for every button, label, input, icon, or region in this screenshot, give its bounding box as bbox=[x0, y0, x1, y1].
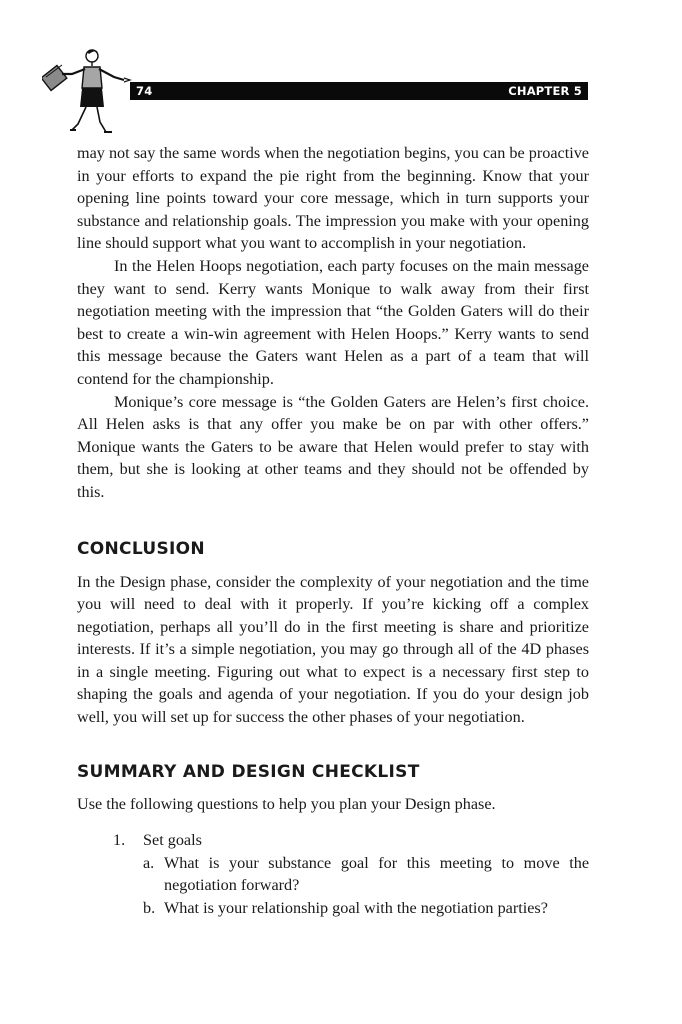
conclusion-paragraph: In the Design phase, consider the complexity of your negotiation and the time you will need to deal with it properly. If you’re kicking off a complex negotiation, perhaps all you’ll do in the first meeting is share and prioritize interests. If it’s a simple negotiation, you may go through all of the 4D phases in a single meeting. Figuring out what to expect is a necessary first step to shaping the goals and agenda of your negotiation. If you do your design job well, you will set up for success the other phases of your negotiation. bbox=[77, 572, 589, 727]
page-body bbox=[77, 142, 589, 920]
summary-intro: Use the following questions to help you plan your Design phase. bbox=[77, 794, 496, 813]
list-subitem bbox=[77, 897, 589, 920]
list-item-number: 1. bbox=[113, 831, 126, 850]
subitem-label: b. bbox=[143, 899, 156, 918]
list-item bbox=[77, 829, 589, 852]
subitem-label: a. bbox=[143, 853, 155, 872]
list-item-label: Set goals bbox=[143, 831, 202, 850]
section-heading-summary: SUMMARY AND DESIGN CHECKLIST bbox=[77, 761, 420, 782]
body-paragraph: may not say the same words when the negotiation begins, you can be proactive in your efforts to expand the pie right from the beginning. Know that your opening line points toward your core message, which in turn supports your substance and relationship goals. The impression you make with your opening line should support what you want to accomplish in your negotiation. bbox=[77, 144, 589, 253]
subitem-text: What is your substance goal for this meeting to move the negotiation forward? bbox=[164, 853, 589, 895]
design-checklist bbox=[77, 829, 589, 919]
body-paragraph: Monique’s core message is “the Golden Gaters are Helen’s first choice. All Helen asks is that any offer you make be on par with other offers.” Monique wants the Gaters to be aware that Helen would prefer to stay with them, but she is looking at other teams and they should not be offended by this. bbox=[77, 392, 589, 501]
body-paragraph: In the Helen Hoops negotiation, each party focuses on the main message they want to send. Kerry wants Monique to walk away from their first negotiation meeting with the impression that “the Golden Gaters will do their best to create a win-win agreement with Helen Hoops.” Kerry wants to send this message because the Gaters want Helen as a part of a team that will contend for the championship. bbox=[77, 256, 589, 388]
page-number: 74 bbox=[136, 84, 153, 98]
section-heading-conclusion: CONCLUSION bbox=[77, 538, 205, 559]
list-subitem bbox=[77, 852, 589, 897]
briefcase-icon bbox=[42, 65, 67, 90]
running-header bbox=[130, 82, 588, 100]
subitem-text: What is your relationship goal with the negotiation parties? bbox=[164, 899, 548, 918]
chapter-label: CHAPTER 5 bbox=[508, 84, 582, 98]
businesswoman-illustration bbox=[42, 44, 132, 134]
